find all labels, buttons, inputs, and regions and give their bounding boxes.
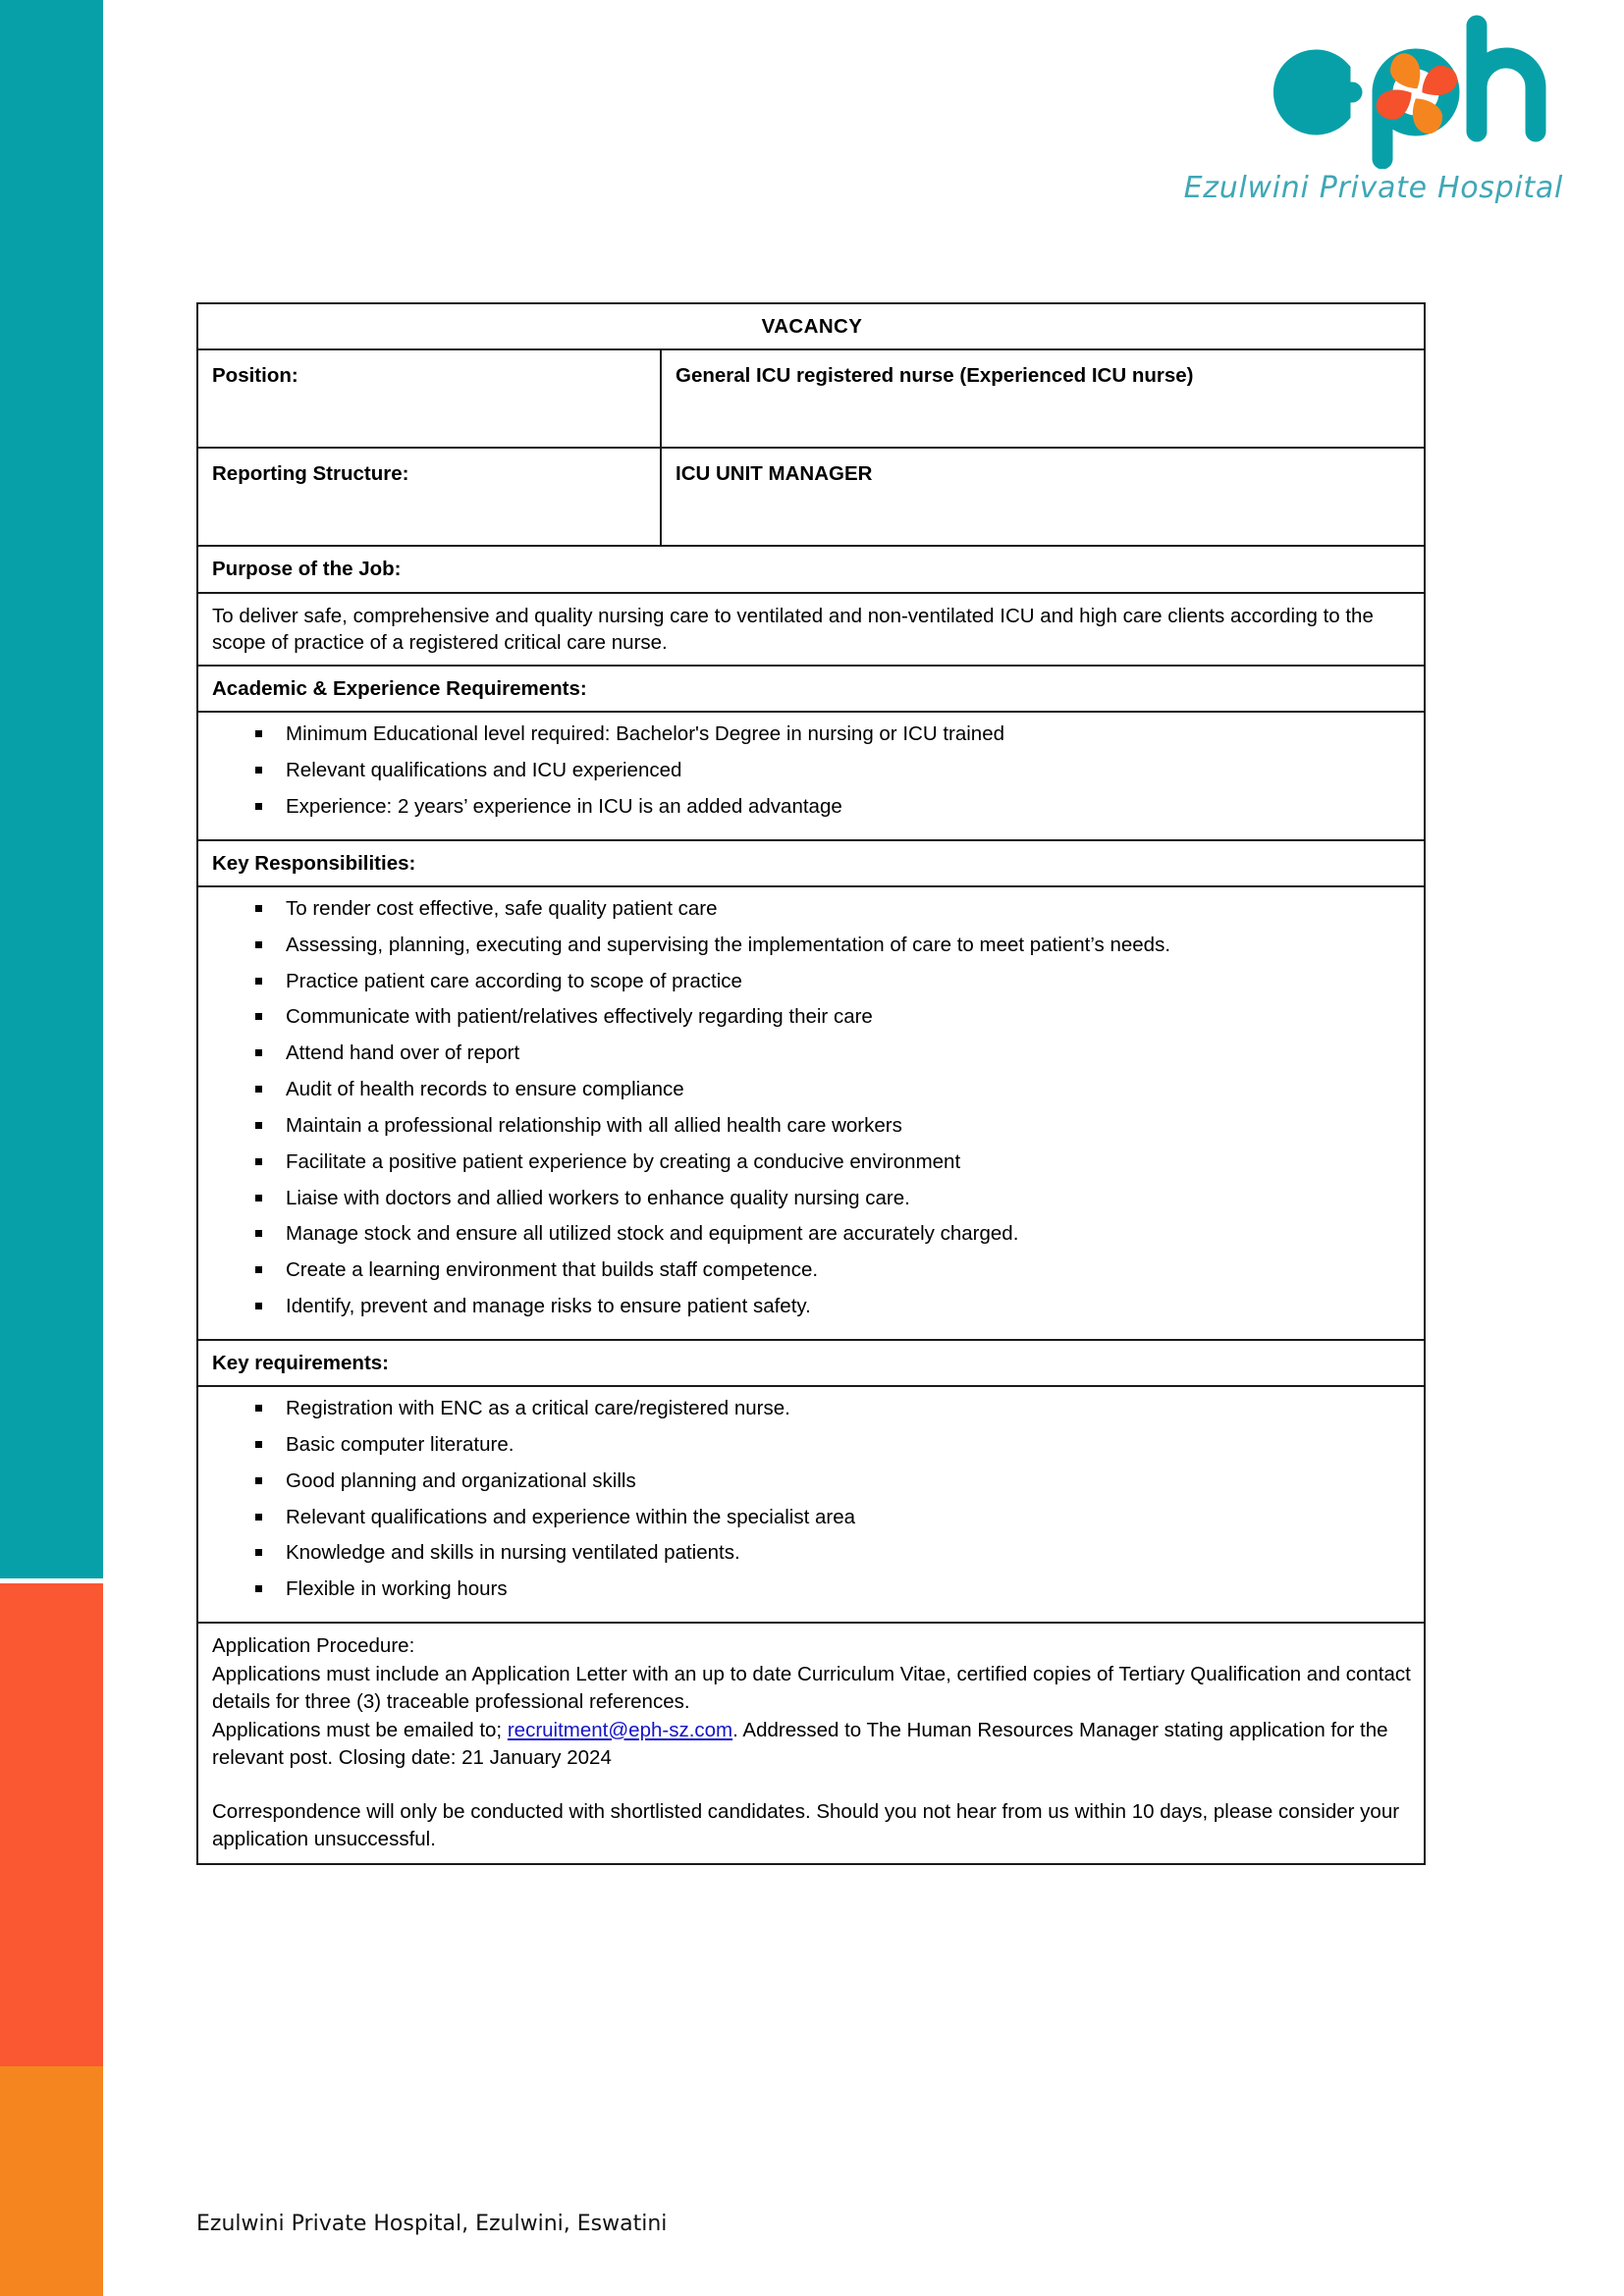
table-row-requirements-body [197,1386,1425,1623]
list-item: Liaise with doctors and allied workers to enhance quality nursing care. [212,1186,1412,1211]
list-item: Manage stock and ensure all utilized stock and equipment are accurately charged. [212,1221,1412,1247]
hospital-logo [1180,12,1563,205]
list-item: Experience: 2 years’ experience in ICU is an added advantage [212,794,1412,820]
list-item: Assessing, planning, executing and supervising the implementation of care to meet patient’s needs. [212,933,1412,958]
list-item: To render cost effective, safe quality patient care [212,896,1412,922]
list-item: Identify, prevent and manage risks to ensure patient safety. [212,1294,1412,1319]
section-heading-purpose: Purpose of the Job: [197,546,1425,592]
key-requirements-list [212,1396,1412,1602]
field-value-reporting-structure: ICU UNIT MANAGER [661,448,1425,546]
section-body-requirements [197,1386,1425,1623]
table-row-application-procedure [197,1623,1425,1863]
table-row-reporting-structure [197,448,1425,546]
list-item: Audit of health records to ensure compliance [212,1077,1412,1102]
paragraph-spacer [212,1773,1412,1798]
table-row-responsibilities-heading [197,840,1425,886]
application-email-suffix: . Addressed to The Human Resources Manager stating application for the relevant post. Closing date: 21 January 2024 [212,1718,1388,1770]
list-item: Minimum Educational level required: Bachelor's Degree in nursing or ICU trained [212,721,1412,747]
list-item: Facilitate a positive patient experience by creating a conducive environment [212,1149,1412,1175]
logo-wordmark: Ezulwini Private Hospital [1183,171,1563,205]
application-email-prefix: Applications must be emailed to; [212,1718,503,1741]
purpose-text: To deliver safe, comprehensive and quality nursing care to ventilated and non-ventilated ICU and high care clients according to the scope of practice of a registered critical care nurse. [212,604,1374,654]
color-bar-segment-orange [0,2066,103,2296]
vacancy-table [196,302,1426,1865]
table-row-purpose-heading [197,546,1425,592]
application-email-line [212,1717,1412,1773]
list-item: Practice patient care according to scope of practice [212,969,1412,994]
section-body-responsibilities [197,886,1425,1340]
field-label-position: Position: [197,349,661,448]
list-item: Relevant qualifications and ICU experienced [212,758,1412,783]
list-item: Attend hand over of report [212,1041,1412,1066]
table-row-responsibilities-body [197,886,1425,1340]
section-body-purpose [197,593,1425,667]
table-row-requirements-heading [197,1340,1425,1386]
document-title: VACANCY [197,303,1425,349]
academic-requirements-list [212,721,1412,819]
list-item: Flexible in working hours [212,1576,1412,1602]
list-item: Knowledge and skills in nursing ventilated patients. [212,1540,1412,1566]
table-row-academic-body [197,712,1425,839]
recruitment-email-link[interactable]: recruitment@eph-sz.com [507,1718,733,1741]
section-heading-academic: Academic & Experience Requirements: [197,666,1425,712]
application-paragraph-2: Correspondence will only be conducted with shortlisted candidates. Should you not hear from us within 10 days, please consider your application unsuccessful. [212,1799,1400,1851]
list-item: Relevant qualifications and experience within the specialist area [212,1505,1412,1530]
decorative-color-bar [0,0,103,2296]
color-bar-segment-teal [0,0,103,1578]
list-item: Communicate with patient/relatives effectively regarding their care [212,1004,1412,1030]
section-body-academic [197,712,1425,839]
table-row-purpose-body [197,593,1425,667]
section-heading-requirements: Key requirements: [197,1340,1425,1386]
application-heading: Application Procedure: [212,1634,415,1658]
list-item: Maintain a professional relationship with all allied health care workers [212,1113,1412,1139]
section-heading-responsibilities: Key Responsibilities: [197,840,1425,886]
page-footer: Ezulwini Private Hospital, Ezulwini, Eswatini [196,2212,668,2236]
field-label-reporting-structure: Reporting Structure: [197,448,661,546]
key-responsibilities-list [212,896,1412,1319]
table-row-title [197,303,1425,349]
application-paragraph-1: Applications must include an Application Letter with an up to date Curriculum Vitae, certified copies of Tertiary Qualification and contact details for three (3) traceable professional references. [212,1662,1411,1714]
list-item: Create a learning environment that builds staff competence. [212,1257,1412,1283]
field-value-position: General ICU registered nurse (Experienced ICU nurse) [661,349,1425,448]
table-row-position [197,349,1425,448]
list-item: Registration with ENC as a critical care/registered nurse. [212,1396,1412,1421]
list-item: Good planning and organizational skills [212,1468,1412,1494]
eph-logo-icon [1259,12,1563,169]
list-item: Basic computer literature. [212,1432,1412,1458]
table-row-academic-heading [197,666,1425,712]
color-bar-segment-red [0,1583,103,2066]
section-body-application [197,1623,1425,1863]
